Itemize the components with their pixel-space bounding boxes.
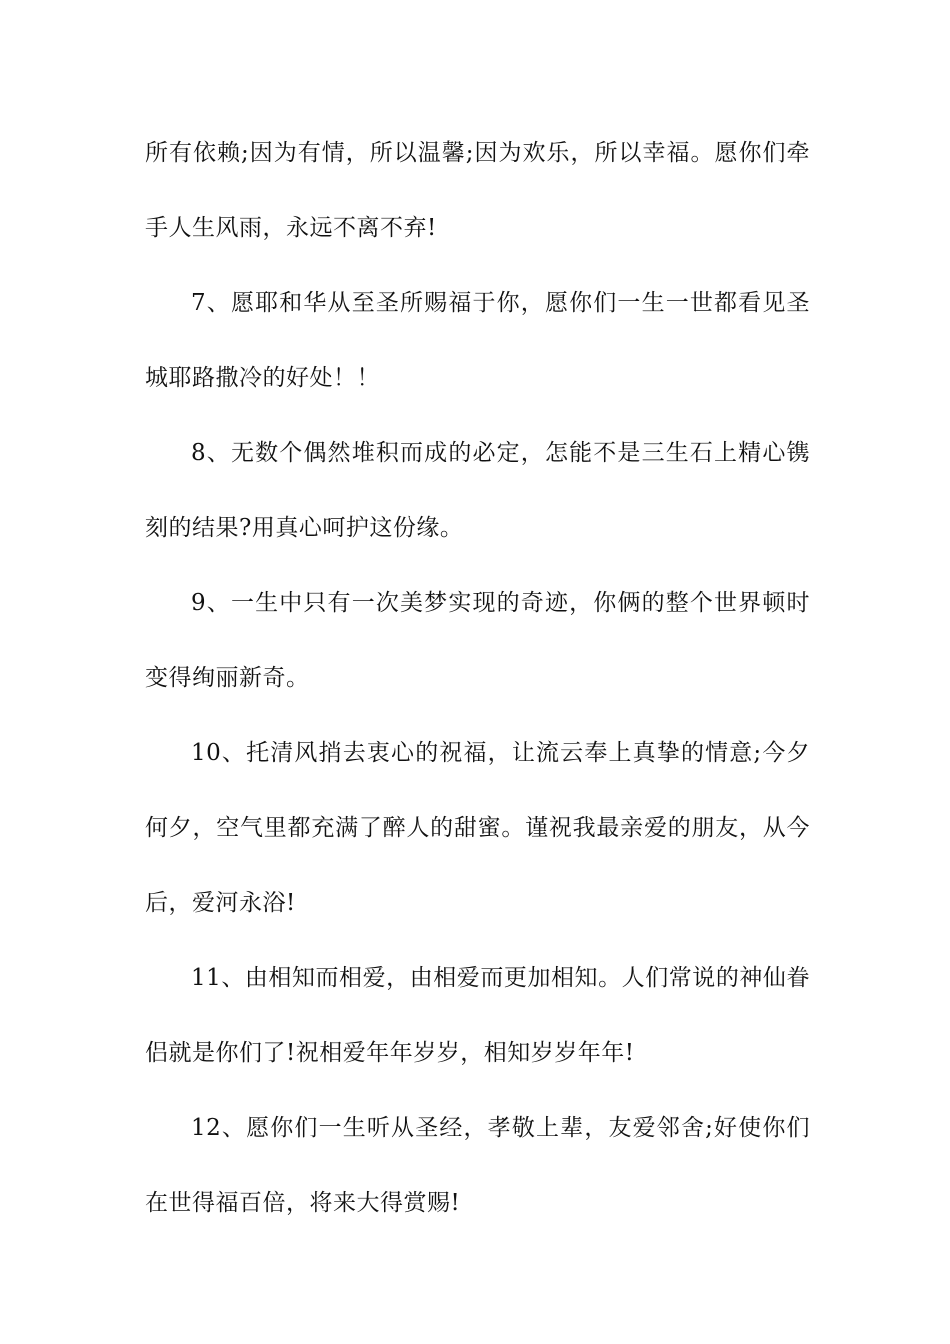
paragraph-9: 9、一生中只有一次美梦实现的奇迹，你俩的整个世界顿时变得绚丽新奇。 (145, 590, 810, 691)
paragraph-8: 8、无数个偶然堆积而成的必定，怎能不是三生石上精心镌刻的结果?用真心呵护这份缘。 (145, 440, 810, 541)
document-body (145, 116, 810, 1241)
paragraph-10: 10、托清风捎去衷心的祝福，让流云奉上真挚的情意;今夕何夕，空气里都充满了醉人的甜蜜。谨祝我最亲爱的朋友，从今后，爱河永浴! (145, 740, 810, 916)
paragraph-7: 7、愿耶和华从至圣所赐福于你，愿你们一生一世都看见圣城耶路撒冷的好处！！ (145, 290, 810, 391)
paragraph-11: 11、由相知而相爱，由相爱而更加相知。人们常说的神仙眷侣就是你们了!祝相爱年年岁岁，相知岁岁年年! (145, 965, 810, 1066)
paragraph-continuation: 所有依赖;因为有情，所以温馨;因为欢乐，所以幸福。愿你们牵手人生风雨，永远不离不弃! (145, 140, 810, 241)
paragraph-12: 12、愿你们一生听从圣经，孝敬上辈，友爱邻舍;好使你们在世得福百倍，将来大得赏赐! (145, 1115, 810, 1216)
